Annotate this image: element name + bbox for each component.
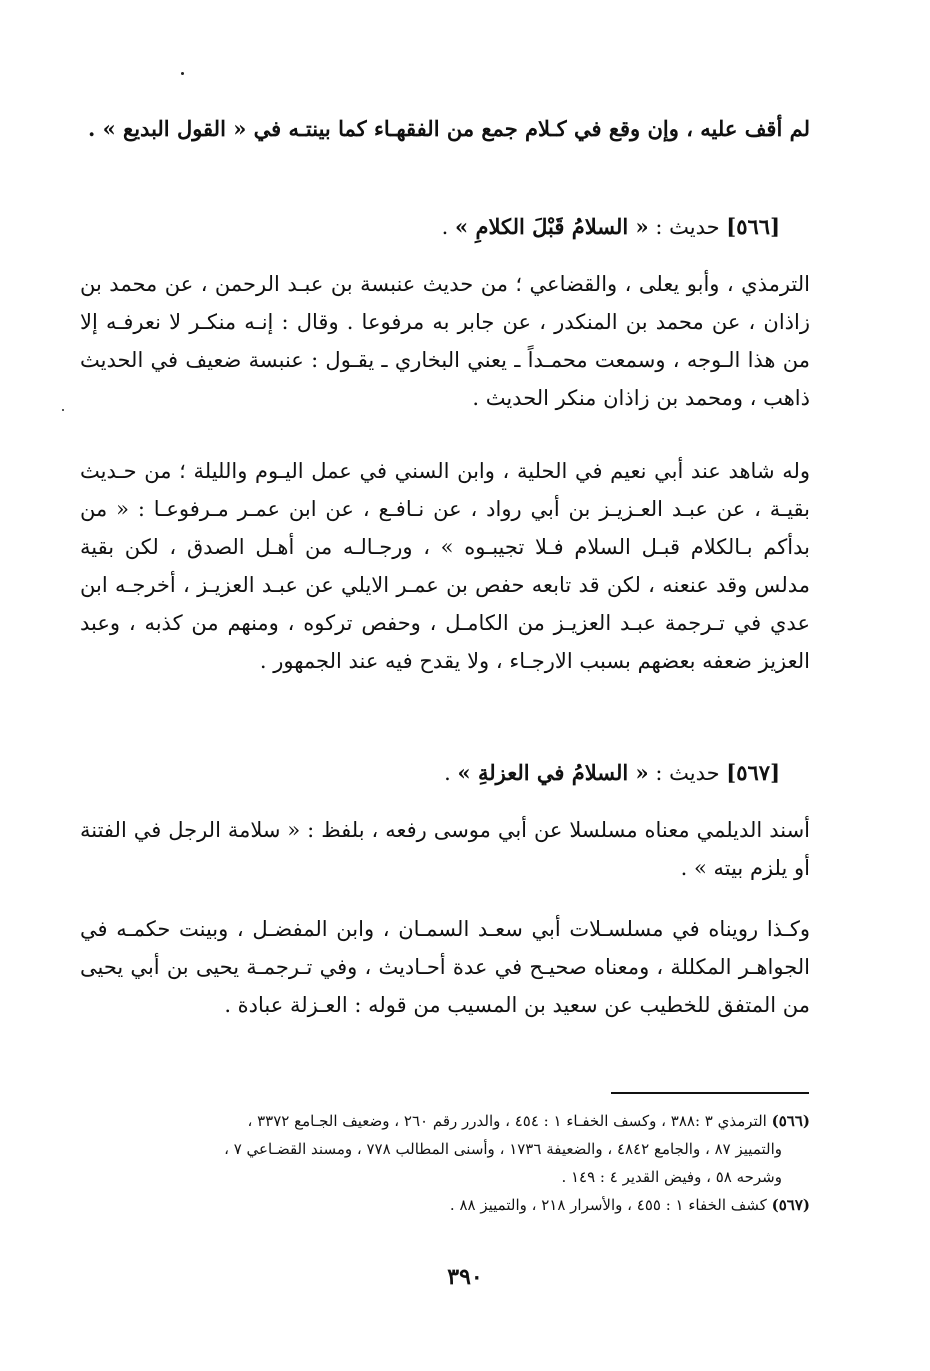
ink-speck: [62, 409, 64, 411]
footnote-566-line-2: والتمييز ٨٧ ، والجامع ٤٨٤٢ ، والضعيفة ١٧٣٦ ، وأسنى المطالب ٧٧٨ ، ومسند القضـاعي ٧ ،: [224, 1140, 782, 1158]
footnote-566-text: الترمذي ٣ :٣٨٨ ، وكسف الخفـاء ١ : ٤٥٤ ، والدرر رقم ٢٦٠ ، وضعيف الجـامع ٣٣٧٢ ،: [247, 1112, 767, 1130]
heading-end: .: [444, 761, 451, 785]
ink-speck: [181, 72, 184, 75]
footnote-567-line-1: [80, 1191, 810, 1219]
footnote-566-line-3: وشرحه ٥٨ ، وفيض القدير ٤ : ١٤٩ .: [561, 1168, 782, 1186]
paragraph-takhrij-566: الترمذي ، وأبو يعلى ، والقضاعي ؛ من حديث عنبسة بن عبـد الرحمن ، عن محمد بن زاذان ، عن محمد بن المنكدر ، عن جابر به مرفوعا . وقال : إنـه منكـر لا نعرفـه إلا من هذا الـوجه ، وسمعت محمـداً ـ يعني البخاري ـ يقـول : عنبسة ضعيف في الحديث ذاهب ، ومحمد بن زاذان منكر الحديث .: [80, 272, 810, 410]
hadith-heading-567: [80, 754, 780, 792]
paragraph-riwaya-567: وكـذا رويناه في مسلسـلات أبي سعـد السمـان ، وابن المفضـل ، وبينت حكمـه في الجواهـر المكللة ، ومعناه صحيـح في عدة أحـاديث ، وفي تـرجمـة يحيى بن أبي يحيى من المتفق للخطيب عن سعيد بن المسيب من قوله : العـزلة عبادة .: [80, 917, 810, 1017]
footnote-566-ref: (٥٦٦): [771, 1112, 810, 1130]
hadith-number: [٥٦٧]: [726, 760, 780, 785]
paragraph-takhrij-567: أسند الديلمي معناه مسلسلا عن أبي موسى رفعه ، بلفظ : « سلامة الرجل في الفتنة أو يلزم بيته » .: [80, 818, 810, 880]
footnote-567-text: كشف الخفاء ١ : ٤٥٥ ، والأسرار ٢١٨ ، والتمييز ٨٨ .: [449, 1196, 767, 1214]
hadith-title: « السلامُ قَبْلَ الكلامِ »: [455, 214, 649, 239]
footnote-divider: [611, 1092, 809, 1094]
hadith-label: حديث :: [655, 215, 720, 239]
paragraph-intro: لم أقف عليه ، وإن وقع في كـلام جمع من الفقهـاء كما بينتـه في « القول البديع » .: [87, 116, 810, 141]
hadith-number: [٥٦٦]: [726, 214, 780, 239]
page-number: ٣٩٠: [447, 1264, 483, 1290]
footnotes: [80, 1107, 810, 1219]
footnote-566-line-1: [80, 1107, 810, 1135]
heading-end: .: [441, 215, 449, 239]
hadith-label: حديث :: [655, 761, 720, 785]
hadith-title: « السلامُ في العزلةِ »: [457, 760, 649, 785]
hadith-heading-566: [80, 208, 780, 246]
paragraph-shahid-566: وله شاهد عند أبي نعيم في الحلية ، وابن السني في عمل اليـوم والليلة ؛ من حـديث بقيـة ، عن عبـد العـزيـز بن أبي رواد ، عن نـافـع ، عن ابن عمـر مـرفوعـا : « من بدأكم بـالكلام قبـل السلام فـلا تجيبـوه » ، ورجـالـه من أهـل الصدق ، لكن بقية مدلس وقد عنعنه ، لكن قد تابعه حفص بن عمـر الايلي عن عبـد العزيـز ، أخرجـه ابن عدي في تـرجمة عبـد العزيـز من الكامـل ، وحفص تركوه ، ومنهم من كذبه ، وعبد العزيز ضعفه بعضهم بسبب الارجـاء ، ولا يقدح فيه عند الجمهور .: [80, 459, 810, 673]
footnote-567-ref: (٥٦٧): [771, 1196, 810, 1214]
